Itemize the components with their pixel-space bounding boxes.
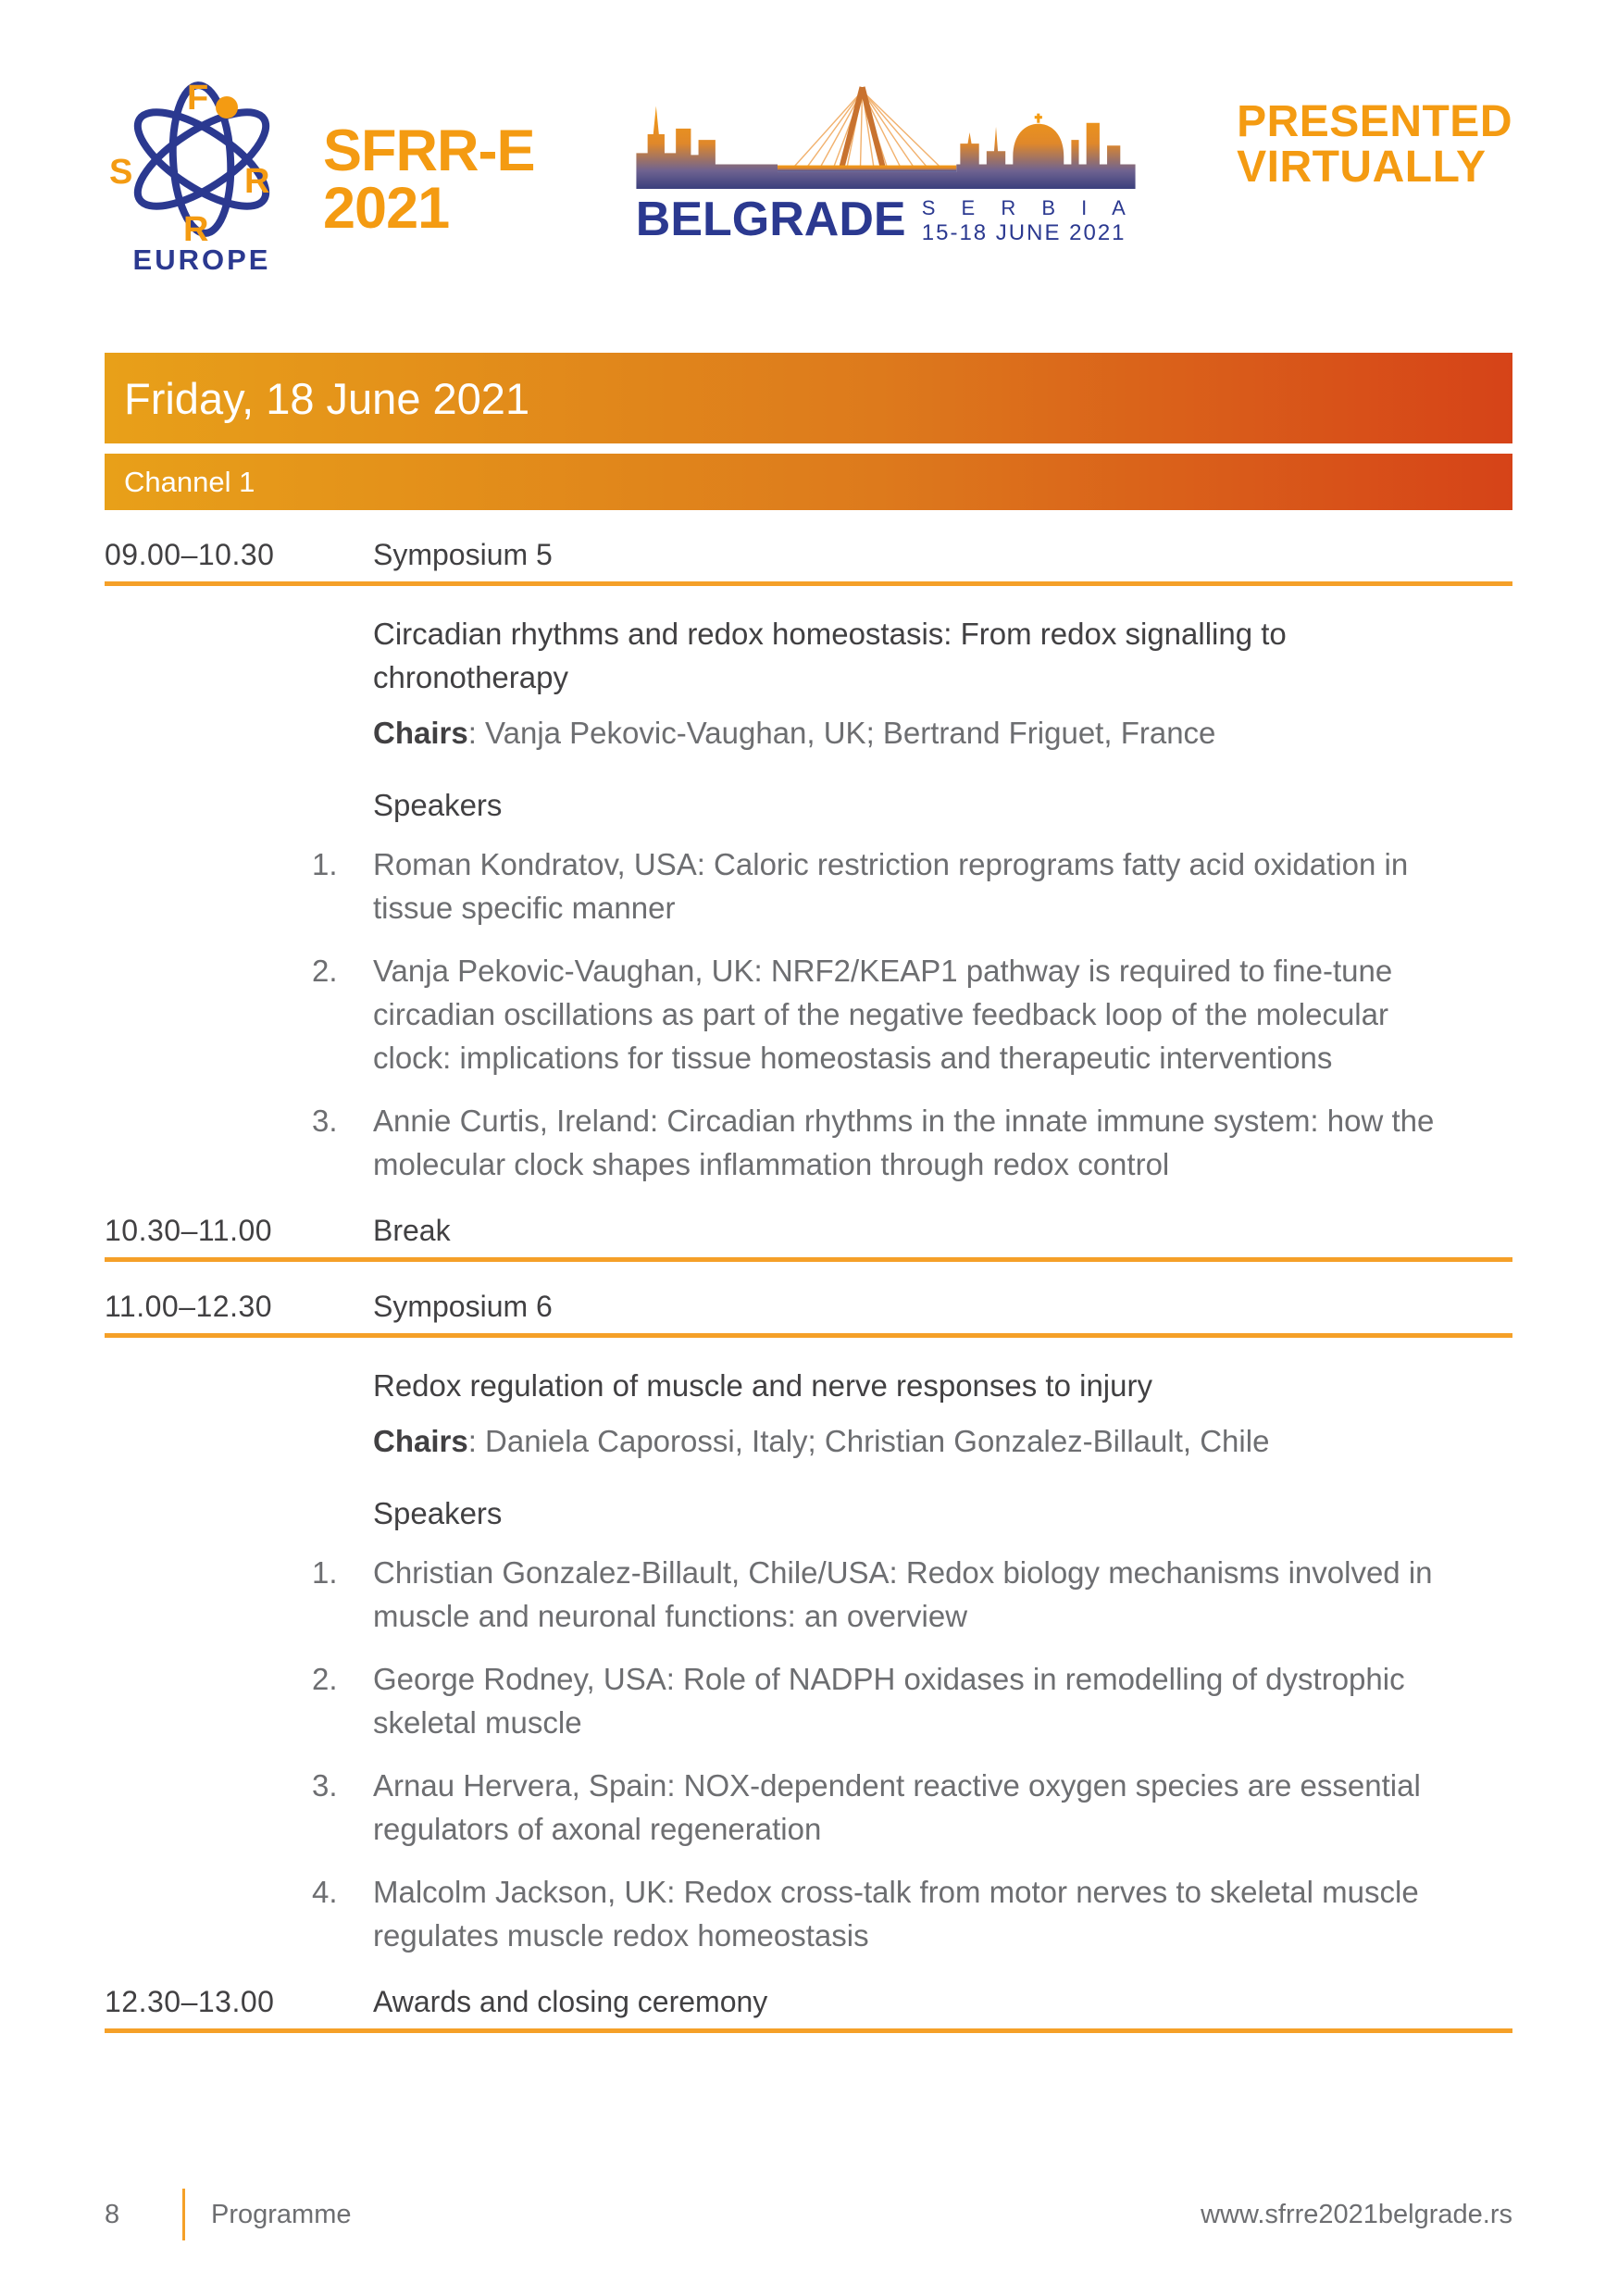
belgrade-logo (636, 80, 1136, 247)
session-title: Circadian rhythms and redox homeostasis: From redox signalling to chronotherapy (373, 617, 1287, 694)
schedule (105, 538, 1512, 2033)
channel-banner (105, 454, 1512, 510)
symposium-6-body (312, 1364, 1438, 1957)
belgrade-city-label: BELGRADE (635, 193, 906, 246)
speaker-list (312, 842, 1438, 1186)
symposium-5-body (312, 612, 1438, 1186)
belgrade-country-label: S E R B I A (921, 196, 1136, 219)
speaker-text: Arnau Hervera, Spain: NOX-dependent reactive oxygen species are essential regulators of axonal regeneration (373, 1768, 1421, 1846)
speaker-number: 1. (312, 847, 338, 881)
atom-letter-f: F (187, 79, 209, 118)
speaker-item (312, 1764, 1438, 1851)
time-slot: 09.00–10.30 (105, 538, 275, 571)
speaker-number: 4. (312, 1875, 338, 1909)
chairs-names: : Vanja Pekovic-Vaughan, UK; Bertrand Friguet, France (467, 716, 1216, 750)
orange-divider (105, 1333, 1512, 1338)
orange-divider (105, 581, 1512, 586)
speaker-text: Malcolm Jackson, UK: Redox cross-talk from motor nerves to skeletal muscle regulates muscle redox homeostasis (373, 1875, 1419, 1953)
speaker-item (312, 1551, 1438, 1638)
sfrr-logo (105, 70, 535, 277)
belgrade-skyline-icon (636, 80, 1136, 189)
sfrr-title-line1: SFRR-E (323, 118, 535, 183)
speaker-item (312, 1657, 1438, 1744)
presented-line1: PRESENTED (1237, 97, 1512, 146)
session-label: Symposium 5 (373, 538, 553, 571)
sfrr-atom-block (105, 70, 299, 277)
speaker-item (312, 1870, 1438, 1957)
belgrade-dates-label: 15-18 JUNE 2021 (921, 220, 1126, 246)
speaker-text: Roman Kondratov, USA: Caloric restriction reprograms fatty acid oxidation in tissue specific manner (373, 847, 1409, 925)
atom-icon (109, 70, 294, 252)
schedule-row-symposium-6 (105, 1290, 1512, 1324)
speaker-item (312, 842, 1438, 930)
atom-letter-r1: R (244, 162, 270, 201)
europe-label: EUROPE (132, 243, 271, 276)
orange-divider (105, 1257, 1512, 1262)
footer-section-label: Programme (211, 2199, 352, 2229)
footer-website: www.sfrre2021belgrade.rs (1201, 2199, 1512, 2229)
speaker-number: 3. (312, 1768, 338, 1803)
sfrr-title-line2: 2021 (323, 175, 450, 241)
presented-virtually-label (1237, 97, 1512, 192)
date-banner (105, 353, 1512, 443)
speaker-text: Christian Gonzalez-Billault, Chile/USA: Redox biology mechanisms involved in muscle and neuronal functions: an overview (373, 1555, 1433, 1633)
speaker-number: 3. (312, 1104, 338, 1138)
chairs-label: Chairs (373, 1424, 468, 1458)
speaker-list (312, 1551, 1438, 1957)
time-slot: 11.00–12.30 (105, 1290, 273, 1323)
session-title: Redox regulation of muscle and nerve responses to injury (373, 1368, 1152, 1403)
chairs-label: Chairs (373, 716, 468, 750)
date-banner-title: Friday, 18 June 2021 (124, 373, 530, 423)
session-label: Break (373, 1214, 451, 1247)
speaker-text: George Rodney, USA: Role of NADPH oxidases in remodelling of dystrophic skeletal muscle (373, 1662, 1405, 1740)
session-label: Awards and closing ceremony (373, 1985, 768, 2018)
speaker-number: 1. (312, 1555, 338, 1590)
time-slot: 12.30–13.00 (105, 1985, 275, 2018)
presented-line2: VIRTUALLY (1237, 142, 1487, 192)
chairs-line (373, 711, 1438, 755)
page-number: 8 (105, 2199, 120, 2229)
atom-letter-s: S (109, 153, 133, 192)
speakers-heading: Speakers (373, 788, 503, 822)
schedule-row-symposium-5 (105, 538, 1512, 572)
belgrade-text-row (636, 195, 1136, 247)
schedule-row-break (105, 1214, 1512, 1248)
speaker-number: 2. (312, 1662, 338, 1696)
chairs-names: : Daniela Caporossi, Italy; Christian Gonzalez-Billault, Chile (467, 1424, 1270, 1458)
speaker-text: Annie Curtis, Ireland: Circadian rhythms in the innate immune system: how the molecular clock shapes inflammation through redox control (373, 1104, 1435, 1181)
time-slot: 10.30–11.00 (105, 1214, 273, 1247)
speakers-heading: Speakers (373, 1496, 503, 1530)
chairs-line (373, 1419, 1438, 1463)
speaker-item (312, 949, 1438, 1079)
atom-electron-dot (216, 96, 238, 119)
page-header (105, 0, 1512, 277)
speaker-number: 2. (312, 954, 338, 988)
orange-divider (105, 2028, 1512, 2033)
page-footer (105, 2189, 1512, 2240)
session-label: Symposium 6 (373, 1290, 553, 1323)
sfrr-title (323, 118, 535, 241)
schedule-row-awards (105, 1985, 1512, 2019)
speaker-item (312, 1099, 1438, 1186)
atom-letter-r2: R (183, 210, 209, 249)
footer-divider-bar (182, 2189, 185, 2240)
belgrade-subtext (922, 195, 1136, 247)
channel-banner-label: Channel 1 (124, 465, 255, 498)
speaker-text: Vanja Pekovic-Vaughan, UK: NRF2/KEAP1 pathway is required to fine-tune circadian oscillations as part of the negative feedback loop of the molecular clock: implications for tissue homeostasis and therapeutic interventions (373, 954, 1393, 1075)
